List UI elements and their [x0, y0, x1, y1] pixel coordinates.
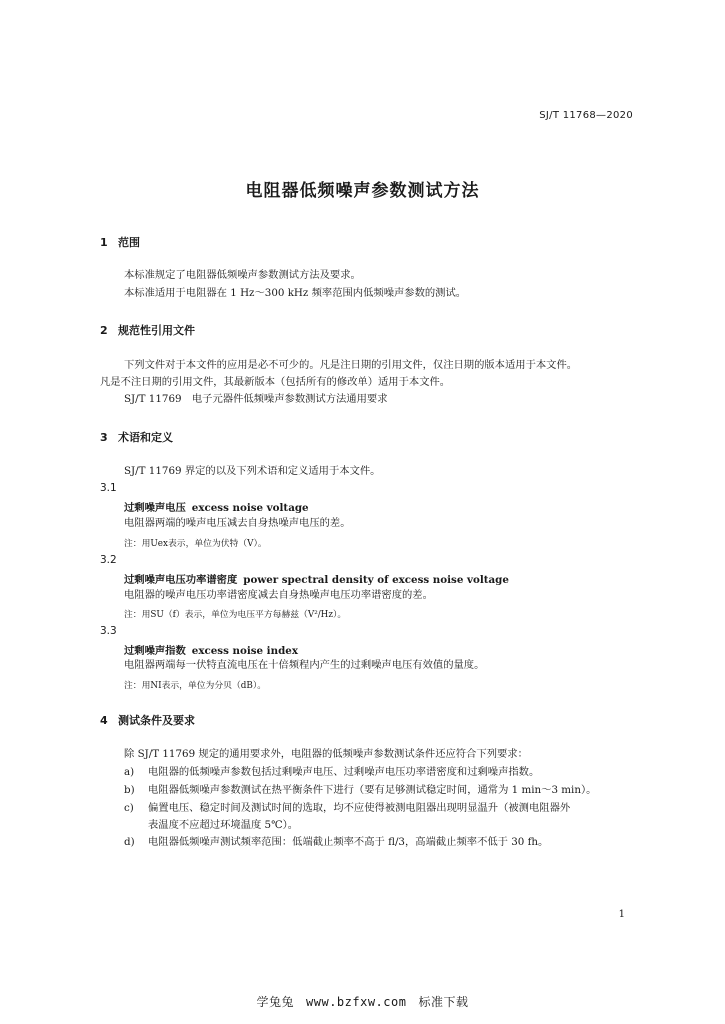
page-number: 1: [618, 909, 625, 920]
document-title: 电阻器低频噪声参数测试方法: [245, 181, 480, 201]
list-text: 电阻器低频噪声参数测试在热平衡条件下进行（要有足够测试稳定时间，通常为 1 min～3 min）。: [148, 784, 597, 796]
paragraph: 凡是不注日期的引用文件，其最新版本（包括所有的修改单）适用于本文件。: [100, 376, 451, 388]
term-definition: 电阻器的噪声电压功率谱密度减去自身热噪声电压功率谱密度的差。: [124, 589, 433, 601]
paragraph: 本标准适用于电阻器在 1 Hz～300 kHz 频率范围内低频噪声参数的测试。: [124, 287, 467, 299]
list-text: 电阻器低频噪声测试频率范围：低端截止频率不高于 fl/3，高端截止频率不低于 30 fh。: [148, 836, 549, 848]
term-number: 3.1: [100, 482, 117, 494]
section-title: 范围: [118, 236, 140, 249]
list-item: [124, 764, 539, 780]
paragraph: 除 SJ/T 11769 规定的通用要求外，电阻器的低频噪声参数测试条件还应符合下列要求：: [124, 748, 528, 760]
list-text: 电阻器的低频噪声参数包括过剩噪声电压、过剩噪声电压功率谱密度和过剩噪声指数。: [148, 766, 540, 778]
list-marker: a): [124, 766, 135, 778]
term-zh: 过剩噪声电压: [124, 502, 186, 514]
section-title: 规范性引用文件: [118, 324, 195, 337]
term-number: 3.2: [100, 554, 117, 566]
section-number: 3: [100, 431, 108, 444]
section-1-heading: [100, 234, 140, 250]
list-marker: b): [124, 784, 135, 796]
term-number: 3.3: [100, 625, 117, 637]
standard-number: SJ/T 11768—2020: [539, 110, 633, 121]
term-heading: [124, 571, 509, 586]
list-text-continued: 表温度不应超过环境温度 5℃）。: [148, 819, 299, 831]
term-note: 注：用Uex表示，单位为伏特（V）。: [124, 539, 267, 549]
section-3-heading: [100, 429, 173, 445]
section-number: 1: [100, 236, 108, 249]
normative-reference: SJ/T 11769 电子元器件低频噪声参数测试方法通用要求: [124, 393, 388, 405]
list-marker: d): [124, 836, 135, 848]
term-note: 注：用NI表示，单位为分贝（dB）。: [124, 681, 267, 691]
footer-url-link[interactable]: www.bzfxw.com: [306, 995, 407, 1009]
term-definition: 电阻器两端的噪声电压减去自身热噪声电压的差。: [124, 517, 351, 529]
list-item: [124, 834, 548, 850]
list-item: [124, 782, 596, 798]
paragraph: SJ/T 11769 界定的以及下列术语和定义适用于本文件。: [124, 465, 381, 477]
term-heading: [124, 499, 309, 514]
term-en: excess noise voltage: [191, 502, 309, 514]
list-item: [124, 800, 570, 816]
term-en: power spectral density of excess noise voltage: [243, 574, 509, 586]
term-en: excess noise index: [191, 645, 298, 657]
term-zh: 过剩噪声电压功率谱密度: [124, 574, 238, 586]
section-title: 测试条件及要求: [118, 714, 195, 727]
section-number: 4: [100, 714, 108, 727]
section-2-heading: [100, 322, 195, 338]
section-4-heading: [100, 712, 195, 728]
footer-watermark: [0, 993, 725, 1010]
list-text: 偏置电压、稳定时间及测试时间的选取，均不应使得被测电阻器出现明显温升（被测电阻器外: [148, 802, 571, 814]
term-definition: 电阻器两端每一伏特直流电压在十倍频程内产生的过剩噪声电压有效值的量度。: [124, 659, 485, 671]
section-number: 2: [100, 324, 108, 337]
list-marker: c): [124, 802, 134, 814]
footer-slogan: 标准下载: [418, 995, 469, 1009]
paragraph: 下列文件对于本文件的应用是必不可少的。凡是注日期的引用文件，仅注日期的版本适用于本文件。: [124, 359, 578, 371]
paragraph: 本标准规定了电阻器低频噪声参数测试方法及要求。: [124, 269, 361, 281]
term-zh: 过剩噪声指数: [124, 645, 186, 657]
term-note: 注：用SU（f）表示，单位为电压平方每赫兹（V²/Hz）。: [124, 610, 347, 620]
section-title: 术语和定义: [118, 431, 173, 444]
footer-site-name: 学兔兔: [256, 995, 295, 1009]
term-heading: [124, 642, 298, 657]
